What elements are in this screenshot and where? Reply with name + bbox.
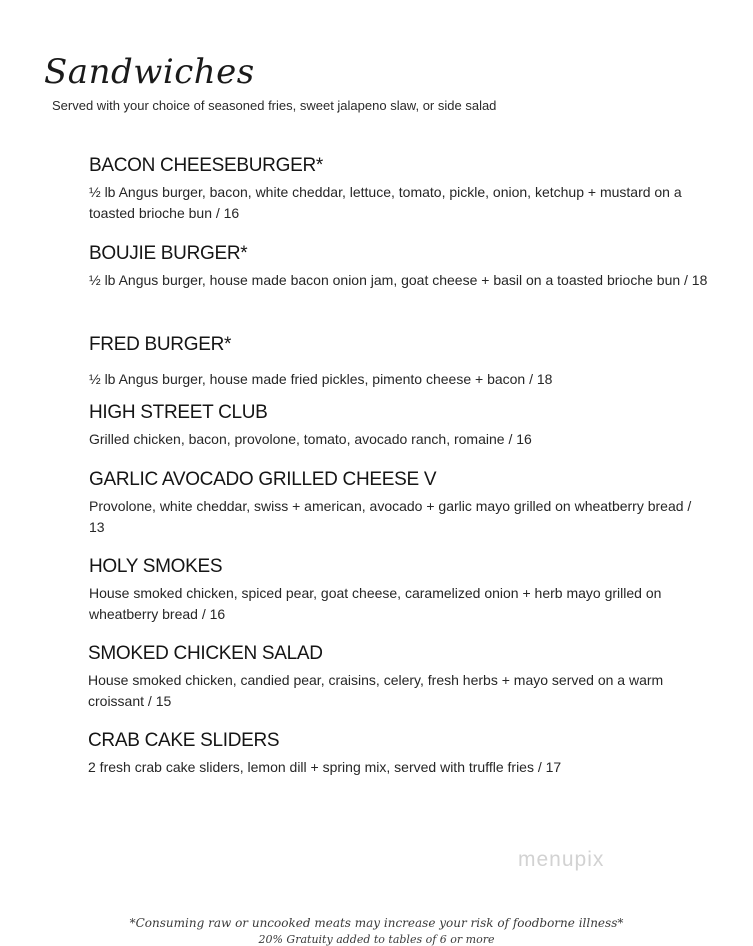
- item-description: Provolone, white cheddar, swiss + american, avocado + garlic mayo grilled on wheatberry bread / 13: [89, 498, 692, 535]
- item-description: ½ lb Angus burger, bacon, white cheddar, lettuce, tomato, pickle, onion, ketchup + mustard on a toasted brioche bun / 16: [89, 184, 682, 221]
- item-name: HOLY SMOKES: [89, 556, 223, 577]
- item-name: SMOKED CHICKEN SALAD: [88, 643, 323, 664]
- item-name: GARLIC AVOCADO GRILLED CHEESE V: [89, 469, 437, 490]
- item-name: BOUJIE BURGER*: [89, 243, 248, 264]
- menu-item: [88, 642, 708, 711]
- menu-item: [89, 154, 709, 223]
- watermark-logo: menupix: [518, 848, 605, 871]
- item-description: House smoked chicken, spiced pear, goat cheese, caramelized onion + herb mayo grilled on wheatberry bread / 16: [89, 585, 662, 622]
- item-name: CRAB CAKE SLIDERS: [88, 730, 280, 751]
- item-description: 2 fresh crab cake sliders, lemon dill + spring mix, served with truffle fries / 17: [88, 759, 562, 775]
- item-name: HIGH STREET CLUB: [89, 402, 268, 423]
- section-subtitle: Served with your choice of seasoned fries, sweet jalapeno slaw, or side salad: [52, 98, 497, 113]
- item-description: Grilled chicken, bacon, provolone, tomato, avocado ranch, romaine / 16: [89, 431, 532, 447]
- menu-item: [89, 555, 709, 624]
- item-name: FRED BURGER*: [89, 334, 232, 355]
- footnote-allergy: *Consuming raw or uncooked meats may increase your risk of foodborne illness*: [129, 916, 624, 930]
- footnote-gratuity: 20% Gratuity added to tables of 6 or more: [258, 933, 495, 946]
- menu-item: [89, 242, 709, 291]
- item-description: ½ lb Angus burger, house made bacon onion jam, goat cheese + basil on a toasted brioche bun / 18: [89, 272, 708, 288]
- item-description: ½ lb Angus burger, house made fried pickles, pimento cheese + bacon / 18: [89, 371, 553, 387]
- menu-item: [89, 468, 709, 537]
- menu-item: [89, 333, 709, 390]
- section-title: Sandwiches: [44, 52, 255, 92]
- item-name: BACON CHEESEBURGER*: [89, 155, 323, 176]
- item-description: House smoked chicken, candied pear, craisins, celery, fresh herbs + mayo served on a warm croissant / 15: [88, 672, 664, 709]
- menu-item: [89, 401, 709, 450]
- menu-item: [88, 729, 708, 778]
